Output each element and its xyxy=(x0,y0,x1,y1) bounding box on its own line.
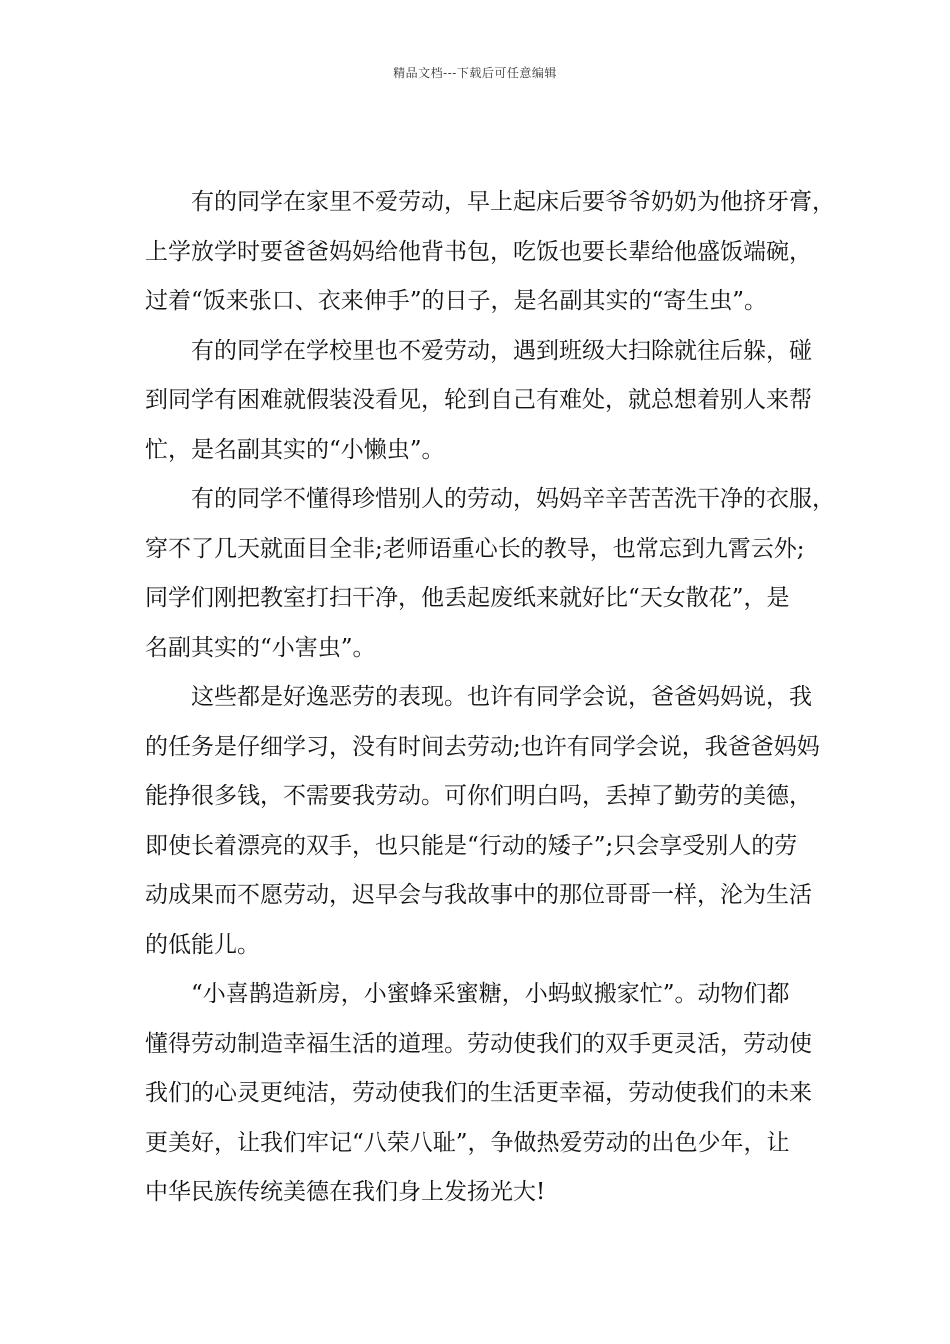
paragraph-line: 忙，是名副其实的“小懒虫”。 xyxy=(145,436,445,463)
paragraph-3 xyxy=(145,475,835,673)
paragraph-line: 名副其实的“小害虫”。 xyxy=(145,634,376,661)
paragraph-line: 有的同学在家里不爱劳动，早上起床后要爷爷奶奶为他挤牙膏， xyxy=(191,189,835,215)
paragraph-line: 中华民族传统美德在我们身上发扬光大! xyxy=(145,1179,546,1205)
paragraph-line: 的低能儿。 xyxy=(145,931,260,958)
paragraph-line: 穿不了几天就面目全非;老师语重心长的教导，也常忘到九霄云外; xyxy=(145,535,805,562)
paragraph-line: “小喜鹊造新房，小蜜蜂采蜜糖，小蚂蚁搬家忙”。动物们都 xyxy=(191,981,790,1007)
paragraph-line: 能挣很多钱，不需要我劳动。可你们明白吗，丢掉了勤劳的美德， xyxy=(145,783,812,809)
paragraph-2 xyxy=(145,327,813,476)
paragraph-line: 上学放学时要爸爸妈妈给他背书包，吃饭也要长辈给他盛饭端碗， xyxy=(145,238,812,265)
document-body xyxy=(145,178,835,1218)
paragraph-line: 我们的心灵更纯洁，劳动使我们的生活更幸福，劳动使我们的未来 xyxy=(145,1080,812,1106)
page-header: 精品文档---下载后可任意编辑 xyxy=(393,66,557,80)
paragraph-line: 动成果而不愿劳动，迟早会与我故事中的那位哥哥一样，沦为生活 xyxy=(145,882,812,908)
paragraph-4 xyxy=(145,673,820,970)
paragraph-line: 有的同学不懂得珍惜别人的劳动，妈妈辛辛苦苦洗干净的衣服， xyxy=(191,486,835,512)
paragraph-line: 这些都是好逸恶劳的表现。也许有同学会说，爸爸妈妈说，我 xyxy=(191,684,812,710)
paragraph-line: 即使长着漂亮的双手，也只能是“行动的矮子”;只会享受别人的劳 xyxy=(145,832,798,859)
paragraph-1 xyxy=(145,178,835,327)
paragraph-line: 更美好，让我们牢记“八荣八耻”，争做热爱劳动的出色少年，让 xyxy=(145,1129,790,1156)
paragraph-line: 同学们刚把教室打扫干净，他丢起废纸来就好比“天女散花”，是 xyxy=(145,585,790,611)
paragraph-line: 过着“饭来张口、衣来伸手”的日子，是名副其实的“寄生虫”。 xyxy=(145,288,768,314)
paragraph-line: 懂得劳动制造幸福生活的道理。劳动使我们的双手更灵活，劳动使 xyxy=(145,1030,812,1057)
paragraph-line: 有的同学在学校里也不爱劳动，遇到班级大扫除就往后躲，碰 xyxy=(191,337,812,364)
paragraph-line: 的任务是仔细学习，没有时间去劳动;也许有同学会说，我爸爸妈妈 xyxy=(145,733,820,760)
paragraph-5 xyxy=(145,970,813,1218)
paragraph-line: 到同学有困难就假装没看见，轮到自己有难处，就总想着别人来帮 xyxy=(145,387,812,413)
